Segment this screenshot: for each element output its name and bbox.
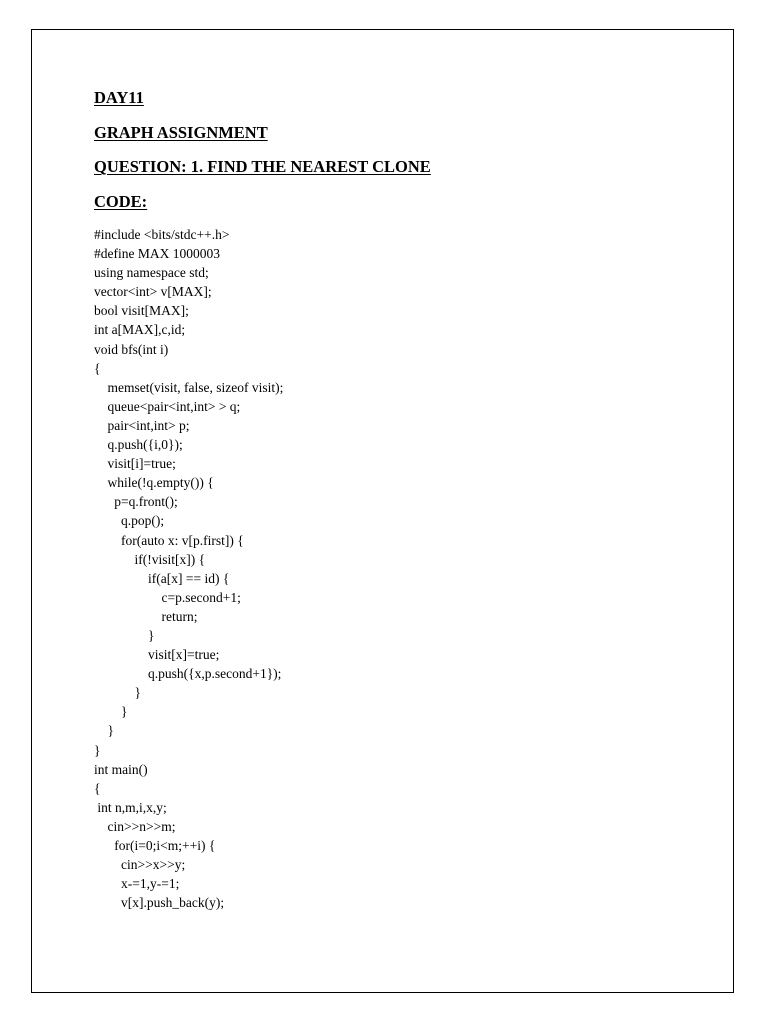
code-block [94,225,283,912]
code-line: int n,m,i,x,y; [94,799,167,815]
code-line: for(auto x: v[p.first]) { [94,532,244,548]
code-line: using namespace std; [94,265,209,281]
code-line: #define MAX 1000003 [94,246,220,262]
code-line: q.push({i,0}); [94,437,183,453]
code-line: int a[MAX],c,id; [94,322,186,338]
assignment-heading: GRAPH ASSIGNMENT [94,123,268,142]
code-line: v[x].push_back(y); [94,895,225,911]
code-line: } [94,742,101,758]
code-line: } [94,685,141,701]
code-line: int main() [94,761,148,777]
code-line: if(!visit[x]) { [94,551,206,567]
code-line: x-=1,y-=1; [94,876,180,892]
code-line: void bfs(int i) [94,341,169,357]
code-line: visit[x]=true; [94,647,220,663]
code-line: #include <bits/stdc++.h> [94,227,230,242]
question-heading: QUESTION: 1. FIND THE NEAREST CLONE [94,157,431,176]
code-line: { [94,360,101,376]
code-line: vector<int> v[MAX]; [94,284,212,300]
code-line: { [94,780,101,796]
code-line: bool visit[MAX]; [94,303,189,319]
code-line: if(a[x] == id) { [94,570,230,586]
code-line: queue<pair<int,int> > q; [94,398,241,414]
code-line: } [94,723,114,739]
code-line: c=p.second+1; [94,589,241,605]
code-line: while(!q.empty()) { [94,475,214,491]
code-line: p=q.front(); [94,494,178,510]
code-line: pair<int,int> p; [94,417,190,433]
code-line: for(i=0;i<m;++i) { [94,838,216,853]
code-line: cin>>n>>m; [94,818,176,834]
code-line: memset(visit, false, sizeof visit); [94,379,284,395]
code-line: q.pop(); [94,513,165,529]
code-line: } [94,627,155,643]
day-heading: DAY11 [94,88,144,107]
code-line: return; [94,608,198,624]
code-line: visit[i]=true; [94,456,176,472]
code-heading: CODE: [94,192,148,211]
code-line: cin>>x>>y; [94,857,186,873]
code-line: q.push({x,p.second+1}); [94,666,282,682]
code-line: } [94,704,128,720]
